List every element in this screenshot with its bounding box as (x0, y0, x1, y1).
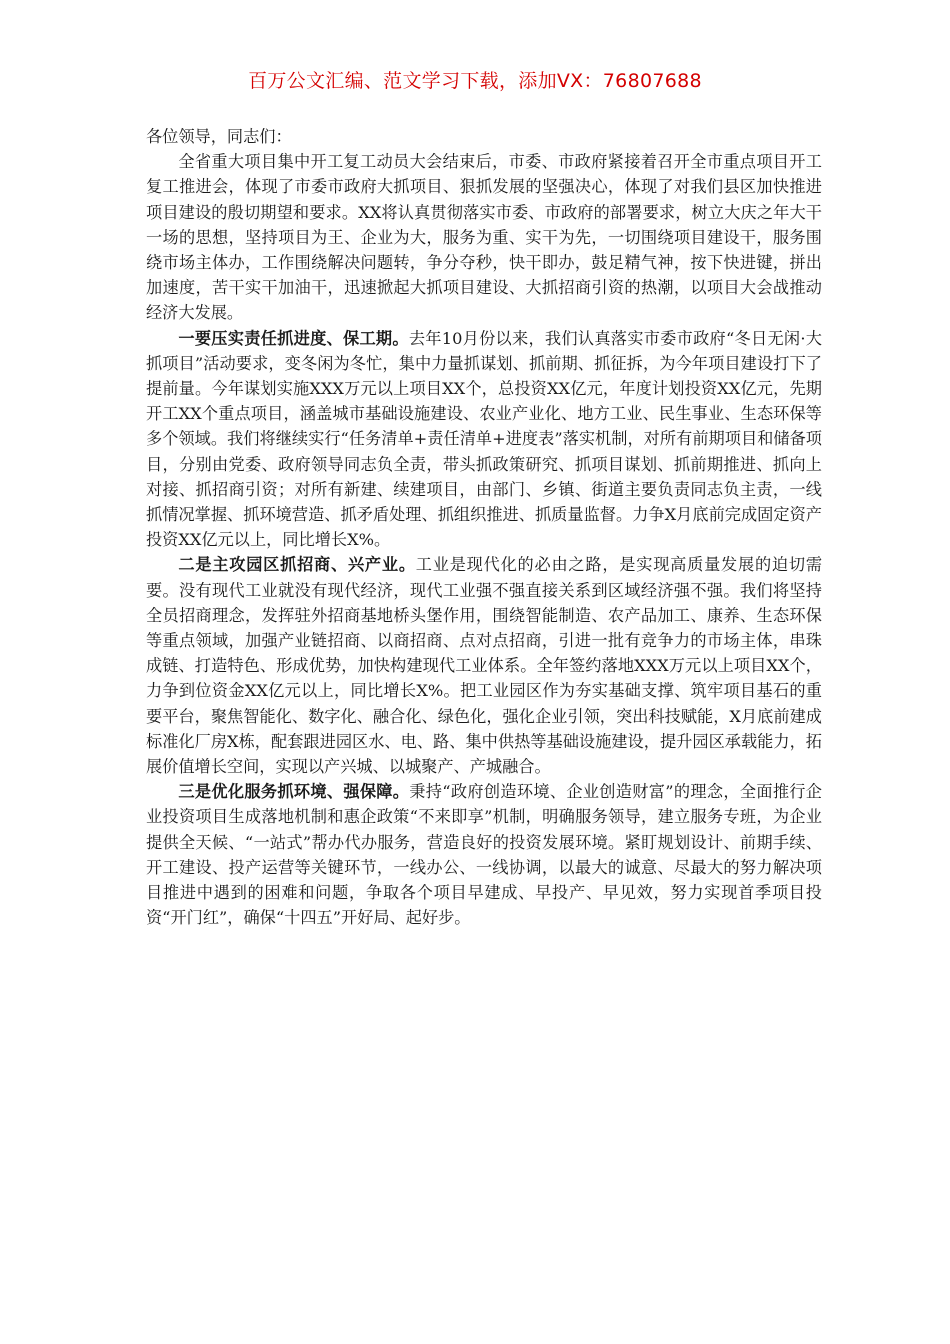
section-title-1: 一要压实责任抓进度、保工期。 (178, 328, 409, 348)
header-banner: 百万公文汇编、范文学习下载，添加VX：76807688 (248, 70, 702, 92)
section-title-3: 三是优化服务抓环境、强保障。 (178, 782, 410, 802)
salutation: 各位领导，同志们： (146, 127, 292, 146)
section-text-2: 工业是现代化的必由之路，是实现高质量发展的迫切需要。没有现代工业就没有现代经济，现代工业强不强直接关系到区域经济强不强。我们将坚持全员招商理念，发挥驻外招商基地桥头堡作用，围绕智能制造、农产品加工、康养、生态环保等重点领域，加强产业链招商、以商招商、点对点招商，引进一批有竞争力的市场主体，串珠成链、打造特色、形成优势，加快构建现代工业体系。全年签约落地XXX万元以上项目XX个，力争到位资金XX亿元以上，同比增长X%。把工业园区作为夯实基础支撑、筑牢项目基石的重要平台，聚焦智能化、数字化、融合化、绿色化，强化企业引领，突出科技赋能，X月底前建成标准化厂房X栋，配套跟进园区水、电、路、集中供热等基础设施建设，提升园区承载能力，拓展价值增长空间，实现以产兴城、以城聚产、产城融合。 (146, 555, 823, 777)
section-paragraph-3 (146, 779, 822, 930)
document-body (146, 124, 822, 931)
section-text-3: 秉持“政府创造环境、企业创造财富”的理念，全面推行企业投资项目生成落地机制和惠企政策“不来即享”机制，明确服务领导，建立服务专班，为企业提供全天候、“一站式”帮办代办服务，营造良好的投资发展环境。紧盯规划设计、前期手续、开工建设、投产运营等关键环节，一线办公、一线协调，以最大的诚意、尽最大的努力解决项目推进中遇到的困难和问题，争取各个项目早建成、早投产、早见效，努力实现首季项目投资“开门红”，确保“十四五”开好局、起好步。 (146, 782, 822, 928)
section-title-2: 二是主攻园区抓招商、兴产业。 (178, 555, 416, 575)
section-paragraph-2 (146, 552, 822, 779)
section-text-1: 去年10月份以来，我们认真落实市委市政府“冬日无闲·大抓项目”活动要求，变冬闲为冬忙，集中力量抓谋划、抓前期、抓征拆，为今年项目建设打下了提前量。今年谋划实施XXX万元以上项目XX个，总投资XX亿元，年度计划投资XX亿元，先期开工XX个重点项目，涵盖城市基础设施建设、农业产业化、地方工业、民生事业、生态环保等多个领域。我们将继续实行“任务清单+责任清单+进度表”落实机制，对所有前期项目和储备项目，分别由党委、政府领导同志负全责，带头抓政策研究、抓项目谋划、抓前期推进、抓向上对接、抓招商引资；对所有新建、续建项目，由部门、乡镇、街道主要负责同志负主责，一线抓情况掌握、抓环境营造、抓矛盾处理、抓组织推进、抓质量监督。力争X月底前完成固定资产投资XX亿元以上，同比增长X%。 (146, 328, 822, 550)
section-paragraph-1 (146, 326, 822, 553)
intro-paragraph: 全省重大项目集中开工复工动员大会结束后，市委、市政府紧接着召开全市重点项目开工复工推进会，体现了市委市政府大抓项目、狠抓发展的坚强决心，体现了对我们县区加快推进项目建设的殷切期望和要求。XX将认真贯彻落实市委、市政府的部署要求，树立大庆之年大干一场的思想，坚持项目为王、企业为大，服务为重、实干为先，一切围绕项目建设干，服务围绕市场主体办，工作围绕解决问题转，争分夺秒，快干即办，鼓足精气神，按下快进键，拼出加速度，苦干实干加油干，迅速掀起大抓项目建设、大抓招商引资的热潮，以项目大会战推动经济大发展。 (146, 152, 822, 323)
